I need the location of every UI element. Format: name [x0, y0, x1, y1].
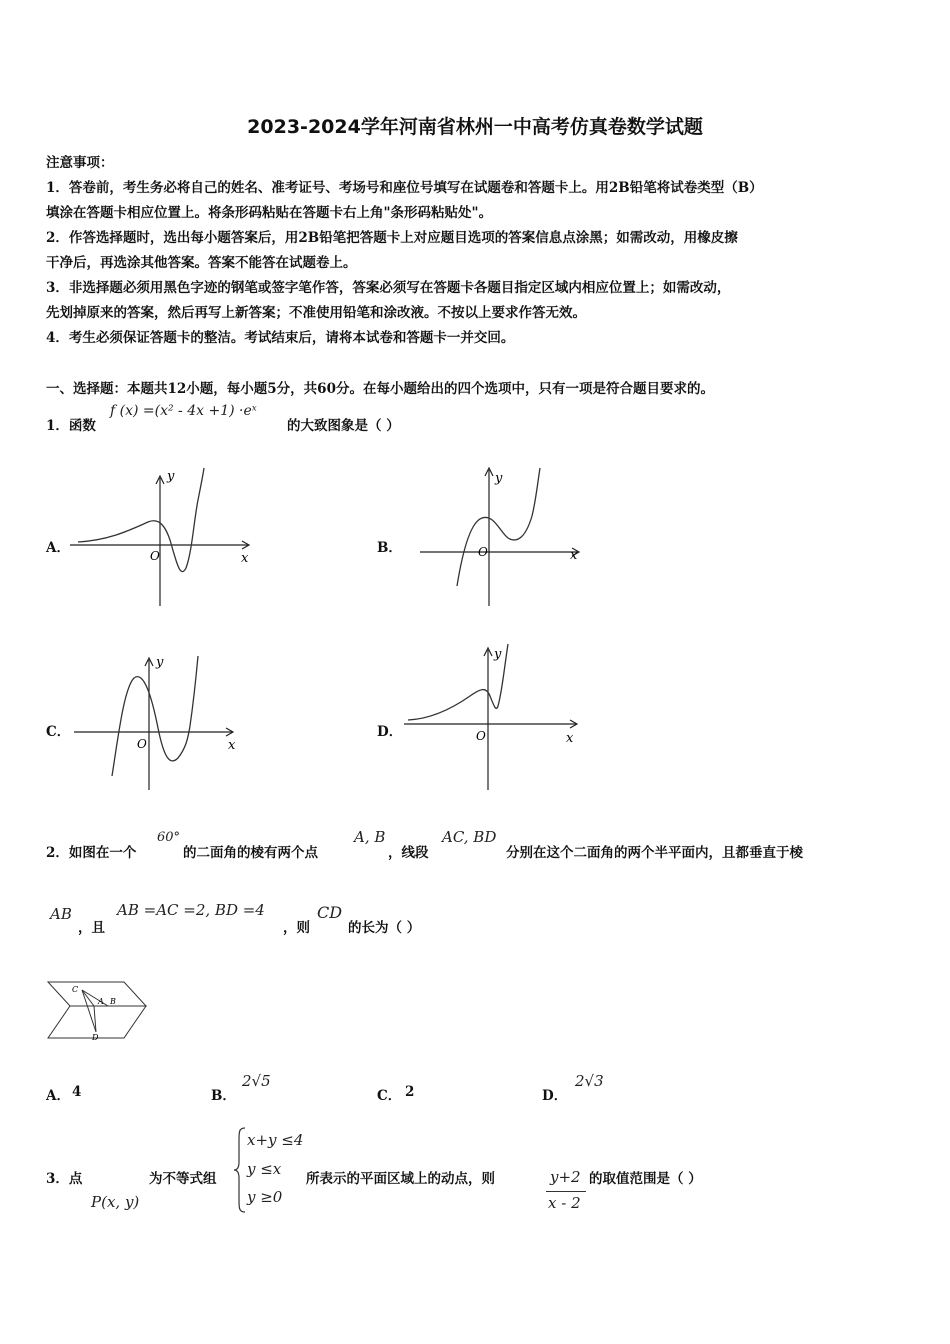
q2-edge: AB: [50, 905, 72, 923]
x-label: x: [228, 738, 236, 753]
x-label: x: [566, 731, 574, 746]
q1-graph-d: [400, 640, 590, 796]
q2-angle: 60°: [157, 830, 181, 845]
origin-label: O: [137, 737, 147, 751]
x-label: x: [241, 551, 249, 566]
y-label: y: [494, 647, 502, 662]
origin-label: O: [476, 729, 486, 743]
q1-option-a-label: A．: [46, 540, 70, 556]
label-d: D: [92, 1033, 99, 1042]
page-title: 2023-2024学年河南省林州一中高考仿真卷数学试题: [247, 116, 703, 138]
segment-cb: [82, 990, 108, 1006]
y-label: y: [156, 655, 164, 670]
notes-line: 1．答卷前，考生务必将自己的姓名、准考证号、考场号和座位号填写在试题卷和答题卡上。用2B铅笔将试卷类型（B）: [46, 180, 763, 196]
curve: [408, 644, 508, 720]
brace-shape: [234, 1128, 245, 1212]
curve: [112, 656, 198, 776]
notes-line: 干净后，再选涂其他答案。答案不能答在试题卷上。: [46, 255, 357, 271]
q3-text-4: 的取值范围是（ ）: [589, 1171, 702, 1187]
q3-fraction-denominator: x - 2: [548, 1194, 581, 1212]
label-c: C: [72, 985, 79, 994]
q2-dihedral-figure: [46, 978, 150, 1042]
q2-option-c-label: C．: [377, 1088, 402, 1104]
q2-points: A, B: [354, 828, 386, 846]
q2-option-a-value: 4: [72, 1084, 82, 1100]
section-heading: 一、选择题：本题共12小题，每小题5分，共60分。在每小题给出的四个选项中，只有一项是符合题目要求的。: [46, 381, 714, 397]
q1-graph-b: [400, 460, 590, 608]
label-a: A: [98, 997, 104, 1006]
q3-fraction-bar: [546, 1191, 586, 1192]
q2-text-2: 的二面角的棱有两个点: [183, 845, 318, 861]
q1-option-c-label: C．: [46, 724, 71, 740]
half-plane-upper: [48, 982, 146, 1006]
q2-option-d-label: D．: [542, 1088, 568, 1104]
q2-text-7: 的长为（ ）: [348, 920, 421, 936]
x-label: x: [570, 548, 578, 563]
label-b: B: [110, 997, 116, 1006]
q2-target: CD: [317, 903, 343, 922]
notes-line: 先划掉原来的答案，然后再写上新答案；不准使用铅笔和涂改液。不按以上要求作答无效。: [46, 305, 586, 321]
q1-graph-c: [70, 648, 260, 796]
q3-inequality-2: y ≤x: [247, 1160, 282, 1178]
q3-inequality-3: y ≥0: [247, 1188, 283, 1206]
q2-condition: AB =AC =2, BD =4: [117, 901, 265, 919]
q1-option-b-label: B．: [377, 540, 402, 556]
q3-number: 3．点: [46, 1171, 83, 1187]
q2-text-5: ，且: [78, 920, 105, 936]
q2-segments: AC, BD: [442, 828, 497, 846]
q1-number: 1．函数: [46, 418, 96, 434]
q3-point: P(x, y): [91, 1193, 140, 1211]
notes-line: 3．非选择题必须用黑色字迹的钢笔或签字笔作答，答案必须写在答题卡各题目指定区域内相应位置上；如需改动，: [46, 280, 731, 296]
q2-text-6: ，则: [283, 920, 310, 936]
notes-section: [46, 151, 908, 351]
q3-text-3: 所表示的平面区域上的动点，则: [306, 1171, 495, 1187]
q2-number: 2．如图在一个: [46, 845, 137, 861]
q3-fraction-numerator: y+2: [550, 1168, 581, 1186]
q3-text-2: 为不等式组: [149, 1171, 217, 1187]
y-label: y: [167, 469, 175, 484]
notes-line: 填涂在答题卡相应位置上。将条形码粘贴在答题卡右上角"条形码粘贴处"。: [46, 205, 493, 221]
q2-option-c-value: 2: [405, 1084, 415, 1100]
q2-text-3: ，线段: [388, 845, 429, 861]
q2-option-d-value: 2√3: [575, 1072, 604, 1090]
notes-heading: 注意事项：: [46, 155, 114, 171]
segment-ac: [82, 990, 94, 1006]
q2-option-b-value: 2√5: [242, 1072, 271, 1090]
y-label: y: [495, 471, 503, 486]
curve: [78, 468, 204, 572]
q1-option-d-label: D．: [377, 724, 403, 740]
q1-formula: f (x) =(x² - 4x +1) ·eˣ: [110, 403, 257, 419]
q1-tail: 的大致图象是（ ）: [287, 418, 400, 434]
q2-text-4: 分别在这个二面角的两个半平面内，且都垂直于棱: [506, 845, 803, 861]
q3-inequality-1: x+y ≤4: [247, 1131, 304, 1149]
q3-system-brace: [233, 1126, 247, 1214]
q2-option-b-label: B．: [211, 1088, 236, 1104]
notes-line: 2．作答选择题时，选出每小题答案后，用2B铅笔把答题卡上对应题目选项的答案信息点涂黑；如需改动，用橡皮擦: [46, 230, 738, 246]
notes-line: 4．考生必须保证答题卡的整洁。考试结束后，请将本试卷和答题卡一并交回。: [46, 330, 515, 346]
origin-label: O: [150, 549, 160, 563]
q2-option-a-label: A．: [46, 1088, 70, 1104]
origin-label: O: [478, 545, 488, 559]
q1-graph-a: [70, 460, 260, 608]
